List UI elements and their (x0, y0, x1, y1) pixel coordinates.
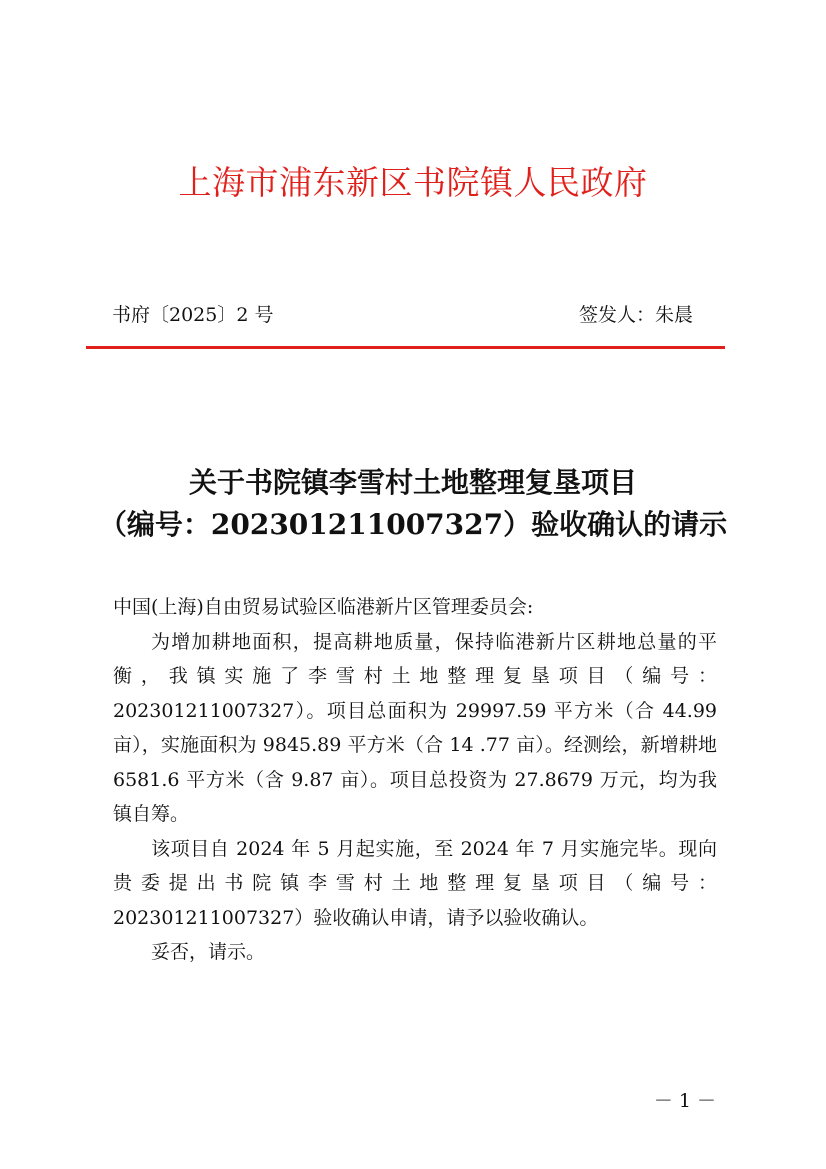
document-body (113, 590, 717, 970)
closing-remark: 妥否，请示。 (151, 941, 266, 963)
body-paragraph: 为增加耕地面积，提高耕地质量，保持临港新片区耕地总量的平衡，我镇实施了李雪村土地整理复垦项目（编号：202301211007327）。项目总面积为 29997.59 平方米（合 44.99 亩），实施面积为 9845.89 平方米（合 14 .77 亩）。经测绘，新增耕地 6581.6 平方米（含 9.87 亩）。项目总投资为 27.8679 万元，均为我镇自筹。 (113, 630, 717, 825)
issuing-authority-title: 上海市浦东新区书院镇人民政府 (178, 163, 648, 202)
document-number: 书府〔2025〕2 号 (112, 304, 274, 326)
red-separator-line (86, 346, 725, 349)
subject-line-1: 关于书院镇李雪村土地整理复垦项目 (188, 466, 637, 499)
body-paragraph: 该项目自 2024 年 5 月起实施，至 2024 年 7 月实施完毕。现向贵委提出书院镇李雪村土地整理复垦项目（编号：202301211007327）验收确认申请，请予以验收确认。 (113, 837, 717, 929)
issuer-signatory: 签发人：朱晨 (578, 304, 693, 326)
page-number: － 1 － (653, 1090, 716, 1112)
subject-line-2: （编号：202301211007327）验收确认的请示 (98, 508, 728, 541)
salutation: 中国(上海)自由贸易试验区临港新片区管理委员会: (113, 596, 534, 618)
document-subject (0, 462, 826, 546)
